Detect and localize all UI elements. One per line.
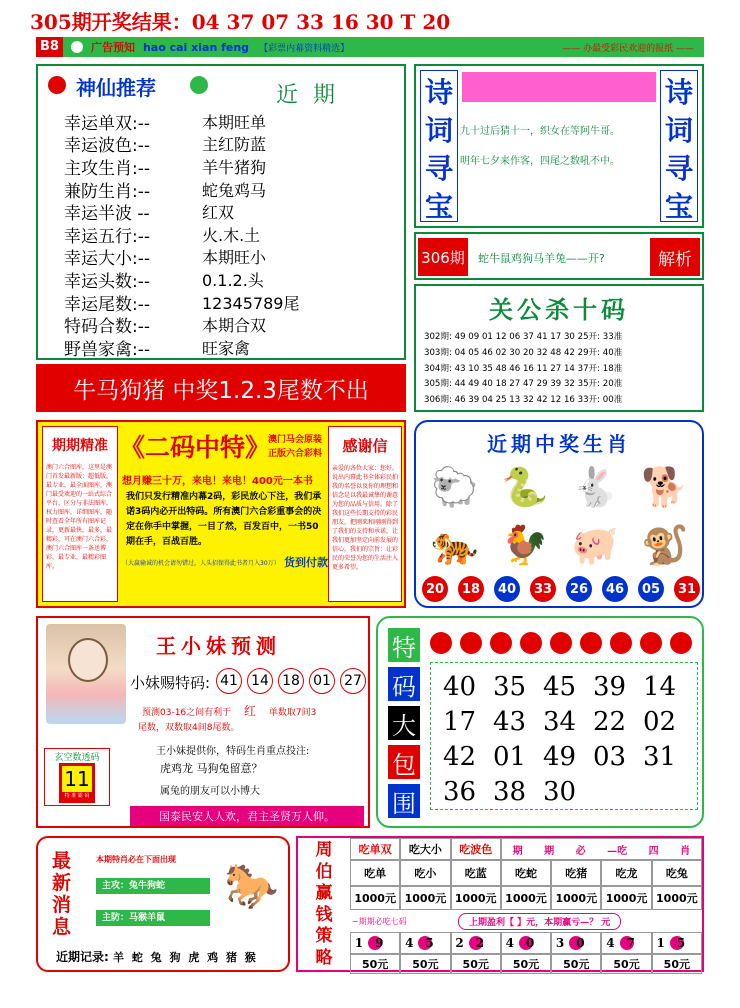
shenxian-row-value: 火.木.土 — [202, 225, 261, 245]
horse-icon: 🐎 — [224, 861, 279, 912]
tema-number: 38 — [493, 776, 527, 807]
zhoubo-code-row — [350, 932, 702, 954]
body-text: 我们只发行精准内幕2码，彩民放心下注，我们承诺3码内必开出特码。所有澳门六合彩重事会的决定在你手中掌握，一目了然，百发百中，一书50期在手，百战百胜。 — [126, 492, 322, 547]
wang-code: 41 — [216, 668, 242, 694]
wang-code: 14 — [247, 668, 273, 694]
zhoubo-amount-cell: 1000元 — [501, 886, 551, 910]
predict-line-1-text: 预测03-16之间有利于 — [142, 708, 232, 718]
poem-line-2: 明年七夕来作客，四尾之数吼不中。 — [460, 156, 620, 167]
zuixin-side-char: 新 — [52, 872, 72, 894]
tema-side — [388, 628, 420, 818]
zhoubo-header-word: 期 — [512, 845, 523, 857]
result-ball: 46 — [602, 576, 628, 602]
left-text: 澳门六合图库，这里是澳门首发最新版：超低版，最专业，最全面图库，澳门最受欢迎的一站式综合平台，区分与非法图库，权力图库，详细图库，随时查看全年所有图库记录，更新最快，最多，最精彩，可在澳门六合彩，澳门六合图库一条送博彩，最专业，最精彩图库。 — [46, 464, 113, 570]
zhoubo-code-cell — [350, 932, 400, 954]
shenxian-row-value: 红双 — [202, 203, 235, 223]
tema-number: 39 — [593, 671, 627, 702]
white-dot-icon — [71, 41, 83, 53]
guangong-panel — [414, 284, 704, 412]
wangxiaomei-panel — [36, 616, 370, 828]
slogan: —— 办最受彩民欢迎的报纸 —— — [562, 43, 694, 54]
tema-number: 17 — [443, 706, 477, 737]
zhoubo-code-cell — [652, 932, 702, 954]
cod-label: 货到付款 — [284, 556, 328, 569]
predict-line-1-tail: 单数取7间3 — [268, 708, 317, 718]
zhoubo-small-amount-cell: 50元 — [350, 954, 400, 974]
ermazhongte-left — [42, 426, 118, 602]
tema-number: 45 — [543, 671, 577, 702]
shenxian-panel — [36, 64, 406, 360]
shenxian-row — [64, 268, 404, 291]
zhoubo-side-char: 伯 — [315, 861, 333, 882]
shenxian-row — [64, 110, 404, 133]
red-dot-icon — [640, 632, 662, 654]
shenxian-row-value: 旺家禽 — [202, 338, 251, 358]
zhoubo-side-char: 略 — [315, 947, 333, 968]
shenxian-row-value: 羊牛猪狗 — [202, 157, 267, 177]
shenxian-row-label: 野兽家禽:-- — [64, 339, 150, 360]
shenxian-title: 神仙推荐 — [76, 76, 156, 100]
girl-photo — [46, 624, 126, 724]
red-dot-icon — [520, 632, 542, 654]
animal-grid — [420, 458, 700, 574]
red-dot-icon — [610, 632, 632, 654]
issue-zodiac: 蛇牛鼠鸡狗马羊兔——开? — [478, 252, 605, 265]
tema-row — [443, 774, 697, 809]
wang-code: 27 — [340, 668, 366, 694]
jinqi-panel — [414, 420, 704, 608]
zhoubo-bet-cell: 吃小 — [400, 860, 450, 886]
red-dot-icon — [580, 632, 602, 654]
tema-number: 40 — [443, 671, 477, 702]
tema-side-char: 包 — [388, 745, 420, 779]
shenxian-row-label: 兼防生肖:-- — [64, 181, 150, 202]
red-dot-icon — [670, 632, 692, 654]
guangong-row: 306期: 46 39 04 25 13 32 42 12 16 33开: 00准 — [424, 395, 623, 406]
zhoubo-small-amount-cell: 50元 — [501, 954, 551, 974]
result-ball: 40 — [494, 576, 520, 602]
zhoubo-header-banner — [501, 838, 702, 860]
shenxian-row-value: 本期旺单 — [202, 112, 267, 132]
shenxian-row-label: 特码合数:-- — [64, 317, 150, 338]
header-bar — [36, 37, 704, 57]
red-dot-icon — [460, 632, 482, 654]
monkey-icon: 🐒 — [641, 522, 689, 567]
poem-right-char-1: 词 — [664, 114, 693, 147]
zhoubo-header-cell: 吃单双 — [350, 838, 400, 860]
tema-number: 03 — [593, 741, 627, 772]
main-label: 主攻：兔牛狗蛇 — [96, 878, 210, 894]
issue-badge: 306期 — [418, 238, 468, 276]
zhoubo-amount-cell: 1000元 — [400, 886, 450, 910]
ermazhongte-right — [328, 426, 402, 602]
shenxian-row-label: 幸运五行:-- — [64, 226, 150, 247]
tema-side-char: 大 — [388, 706, 420, 740]
zhoubo-code: 40 — [505, 936, 547, 950]
poem-issue-bar — [414, 232, 704, 280]
zhoubo-code: 47 — [606, 936, 647, 950]
code-stamp: 特 准 霸 码 — [64, 793, 90, 799]
note-text: （大赢输诚的机会请勿错过，人头招保得此书者月入30万） — [122, 560, 280, 567]
zhoubo-header-word: 四 — [648, 845, 659, 857]
tema-number: 43 — [493, 706, 527, 737]
tema-number: 14 — [643, 671, 677, 702]
result-ball: 20 — [422, 576, 448, 602]
shenxian-row — [64, 178, 404, 201]
subtitle-1: 澳门马会原装 — [268, 435, 323, 445]
red-dot-icon — [490, 632, 512, 654]
poem-left-column — [420, 70, 458, 222]
tema-number-box — [430, 662, 698, 810]
tema-side-char: 码 — [388, 667, 420, 701]
code-number-box — [59, 763, 95, 803]
page-badge: B8 — [36, 37, 63, 57]
main-title: 《二码中特》 — [120, 433, 271, 462]
zhoubo-amount-cell: 1000元 — [652, 886, 702, 910]
zhoubo-small-amount-cell: 50元 — [551, 954, 601, 974]
tema-number: 30 — [543, 776, 577, 807]
code-label: 小妹赐特码: — [130, 674, 211, 692]
banner-text: 牛马狗猪 中奖1.2.3尾数不出 — [73, 377, 369, 404]
shenxian-row-value: 蛇兔鸡马 — [202, 180, 267, 200]
tema-number: 34 — [543, 706, 577, 737]
selection-label: 【彩票内幕资料精选】 — [259, 43, 350, 54]
result-ball: 05 — [638, 576, 664, 602]
tema-number: 02 — [643, 706, 677, 737]
wang-code: 18 — [278, 668, 304, 694]
result-ball: 18 — [458, 576, 484, 602]
tema-number: 31 — [643, 741, 677, 772]
hint-intro: 王小妹提供你，特码生肖重点投注: — [156, 746, 310, 757]
zhoubo-amount-cell: 1000元 — [451, 886, 501, 910]
poem-panel — [414, 64, 704, 228]
hint-tip: 属兔的朋友可以小博大 — [160, 786, 260, 797]
zhoubo-bet-cell: 吃龙 — [601, 860, 651, 886]
red-dot-icon — [550, 632, 572, 654]
result-ball: 26 — [566, 576, 592, 602]
zuixin-side — [52, 850, 78, 938]
zuixin-side-char: 消 — [52, 894, 72, 916]
zhoubo-bet-cell: 吃蓝 — [451, 860, 501, 886]
zhoubo-side-char: 钱 — [315, 904, 333, 925]
zhoubo-small-amount-cell: 50元 — [601, 954, 651, 974]
zhoubo-side — [300, 840, 348, 968]
wang-title: 王小妹预测 — [156, 634, 281, 658]
zhoubo-header-cell: 吃波色 — [451, 838, 501, 860]
ad-pinyin: hao cai xian feng — [142, 40, 250, 54]
poem-right-char-0: 诗 — [664, 76, 693, 109]
shenxian-row-label: 幸运头数:-- — [64, 271, 150, 292]
temadabao-panel — [376, 616, 704, 828]
guangong-row: 304期: 43 10 35 48 46 16 11 27 14 37开: 18准 — [424, 363, 623, 374]
shenxian-row-value: 0.1.2.头 — [202, 270, 264, 290]
shenxian-row-label: 幸运单双:-- — [64, 113, 150, 134]
zhoubo-amount-row — [350, 886, 702, 910]
zhoubo-code: 30 — [555, 936, 597, 950]
tema-number: 01 — [493, 741, 527, 772]
ad-label: 广告预知 — [90, 41, 135, 54]
guangong-row: 302期: 49 09 01 12 06 37 41 17 30 25开: 33准 — [424, 332, 623, 342]
wang-code: 01 — [309, 668, 335, 694]
pig-icon: 🐖 — [571, 522, 619, 567]
poem-right-char-3: 宝 — [664, 190, 693, 223]
predict-line-1 — [142, 702, 316, 719]
zhoubo-small-amount-cell: 50元 — [652, 954, 702, 974]
wang-codes — [216, 668, 366, 694]
shenxian-row — [64, 246, 404, 269]
tema-rows — [431, 663, 697, 809]
zhoubo-side-char: 赢 — [315, 883, 333, 904]
left-title: 期期精准 — [52, 438, 108, 454]
wang-footer — [130, 806, 364, 826]
zhoubo-small-amount-row — [350, 954, 702, 974]
zhoubo-note-left: ~期期必吃七码 — [352, 916, 407, 926]
shenxian-row-label: 幸运波色:-- — [64, 136, 150, 157]
shenxian-row-value: 12345789尾 — [202, 293, 300, 313]
zhoubo-code: 15 — [656, 936, 698, 950]
guangong-row: 303期: 04 05 46 02 30 20 32 48 42 29开: 40准 — [424, 347, 623, 358]
red-dot-icon — [48, 76, 66, 94]
tema-number: 22 — [593, 706, 627, 737]
footer-text: 国泰民安人人欢，君主圣贤万人仰。 — [159, 810, 335, 823]
tema-side-char: 围 — [388, 784, 420, 818]
rooster-icon: 🐓 — [501, 522, 549, 567]
shenxian-row — [64, 200, 404, 223]
zhoubo-code-cell — [601, 932, 651, 954]
draw-result-title: 305期开奖结果：04 37 07 33 16 30 T 20 — [30, 10, 451, 34]
tema-number: 42 — [443, 741, 477, 772]
hint-zodiac: 虎鸡龙 马狗兔留意？ — [160, 762, 263, 775]
zhoubo-small-amount-cell: 50元 — [400, 954, 450, 974]
analyze-button[interactable]: 解析 — [650, 238, 700, 276]
poem-pink-box — [462, 72, 656, 102]
zhoubo-code: 22 — [455, 936, 497, 950]
record-label: 近期记录: — [56, 950, 109, 964]
shenxian-row — [64, 133, 404, 156]
shenxian-row-label: 主攻生肖:-- — [64, 158, 150, 179]
tema-row — [443, 739, 697, 774]
rabbit-icon: 🐇 — [571, 464, 619, 509]
shenxian-row — [64, 313, 404, 336]
result-balls — [422, 576, 700, 602]
code-number: 11 — [62, 766, 92, 792]
recent-label: 近 期 — [276, 83, 339, 108]
zhoubo-code: 19 — [354, 936, 396, 950]
zhoubo-side-char: 周 — [315, 840, 333, 860]
poem-left-char-3: 宝 — [424, 190, 453, 223]
zhoubo-header-word: 肖 — [680, 845, 691, 857]
zhoubo-header-word: 必 — [575, 845, 586, 857]
shenxian-row — [64, 336, 404, 359]
zhoubo-bet-cell: 吃单 — [350, 860, 400, 886]
code-box-label: 玄空数透码 — [54, 753, 100, 763]
zhoubo-side-char: 策 — [315, 926, 333, 947]
zhoubo-note-row — [350, 910, 702, 932]
zuixin-panel — [36, 836, 290, 972]
zhoubo-header-word: —吃 — [607, 845, 628, 857]
tema-dots — [430, 632, 692, 654]
zhoubo-header-cell: 吃大小 — [400, 838, 450, 860]
subtitle-2: 正版六合彩料 — [268, 449, 323, 459]
tema-row — [443, 704, 697, 739]
poem-left-char-1: 词 — [424, 114, 453, 147]
shenxian-row-label: 幸运尾数:-- — [64, 294, 150, 315]
dog-icon: 🐕 — [641, 464, 689, 509]
result-ball: 33 — [530, 576, 556, 602]
zuixin-side-char: 息 — [52, 916, 72, 938]
zhoubo-panel — [296, 836, 704, 972]
predict-line-2: 尾数，双数取4间8尾数。 — [138, 723, 240, 733]
shenxian-row-label: 幸运半波 -- — [64, 204, 150, 225]
right-text: 亲爱的各位大家：您好。说出内幕此书全体彩民拍我的名誉以及你的理想和信念是以我最诚挚的谢意为您的品质与信用。除了我们这些长期支持的彩民朋友，把刚来和刚刚得到了我们的支持和承诺，让我们更加坚定向前发展的信心，我们的宗旨：让彩民的荣誉为您的生活注入更多希望。 — [332, 465, 399, 571]
shenxian-row-value: 主红防蓝 — [202, 135, 267, 155]
guangong-title: 关公杀十码 — [489, 296, 629, 324]
tema-number: 49 — [543, 741, 577, 772]
green-dot-icon — [190, 76, 208, 94]
tema-number: 35 — [493, 671, 527, 702]
zhoubo-amount-cell: 1000元 — [551, 886, 601, 910]
poem-right-char-2: 寻 — [664, 152, 693, 185]
zhoubo-code-cell — [501, 932, 551, 954]
zhoubo-small-amount-cell: 50元 — [451, 954, 501, 974]
shenxian-list — [64, 110, 404, 359]
zhoubo-bet-row — [350, 860, 702, 886]
zuixin-caption: 本期特肖必在下面出现 — [96, 855, 176, 864]
code-box — [44, 748, 110, 806]
shenxian-row — [64, 291, 404, 314]
right-title: 感谢信 — [342, 437, 388, 455]
shenxian-row-label: 幸运大小:-- — [64, 249, 150, 270]
shenxian-row — [64, 155, 404, 178]
result-ball: 31 — [674, 576, 700, 602]
guangong-rows — [424, 330, 702, 409]
jinqi-title: 近期中奖生肖 — [487, 432, 631, 456]
tema-number: 36 — [443, 776, 477, 807]
shenxian-row-value: 本期合双 — [202, 316, 267, 336]
poem-left-char-0: 诗 — [424, 76, 453, 109]
zhoubo-header-word: 期 — [544, 845, 555, 857]
poem-right-column — [660, 70, 698, 222]
zhoubo-code: 45 — [405, 936, 446, 950]
red-dot-icon — [430, 632, 452, 654]
ermazhongte-panel — [36, 420, 406, 608]
tema-side-char: 特 — [388, 628, 420, 662]
snake-icon: 🐍 — [501, 464, 549, 509]
zhoubo-code-cell — [551, 932, 601, 954]
zhoubo-bet-cell: 吃蛇 — [501, 860, 551, 886]
shenxian-row-value: 本期旺小 — [202, 248, 267, 268]
zhoubo-note-right: 上期盈利【 】元，本期赢亏—？ 元 — [458, 913, 621, 930]
promo-text: 想月赚三十万，来电！来电！400元一本书 — [122, 476, 313, 487]
zhoubo-code-cell — [400, 932, 450, 954]
zhoubo-header-row — [350, 838, 702, 860]
tema-row — [443, 669, 697, 704]
poem-left-char-2: 寻 — [424, 152, 453, 185]
zuixin-side-char: 最 — [52, 850, 72, 872]
zhoubo-table — [350, 838, 702, 974]
guangong-row: 305期: 44 49 40 18 27 47 29 39 32 35开: 20准 — [424, 379, 623, 390]
zhoubo-code-cell — [451, 932, 501, 954]
zhoubo-bet-cell: 吃猪 — [551, 860, 601, 886]
zhoubo-bet-cell: 吃兔 — [652, 860, 702, 886]
zhoubo-amount-cell: 1000元 — [350, 886, 400, 910]
sheep-icon: 🐑 — [431, 464, 479, 509]
record-row — [56, 948, 258, 965]
shenxian-banner — [36, 364, 406, 412]
record-values: 羊 蛇 兔 狗 虎 鸡 猪 猴 — [113, 951, 258, 964]
zhoubo-amount-cell: 1000元 — [601, 886, 651, 910]
person-icon — [68, 638, 108, 682]
predict-color: 红 — [244, 704, 257, 718]
poem-line-1: 九十过后猜十一，织女在等阿牛哥。 — [460, 126, 620, 137]
guard-label: 主防：马猴羊鼠 — [96, 910, 210, 926]
shenxian-row — [64, 223, 404, 246]
tiger-icon: 🐅 — [431, 522, 479, 567]
